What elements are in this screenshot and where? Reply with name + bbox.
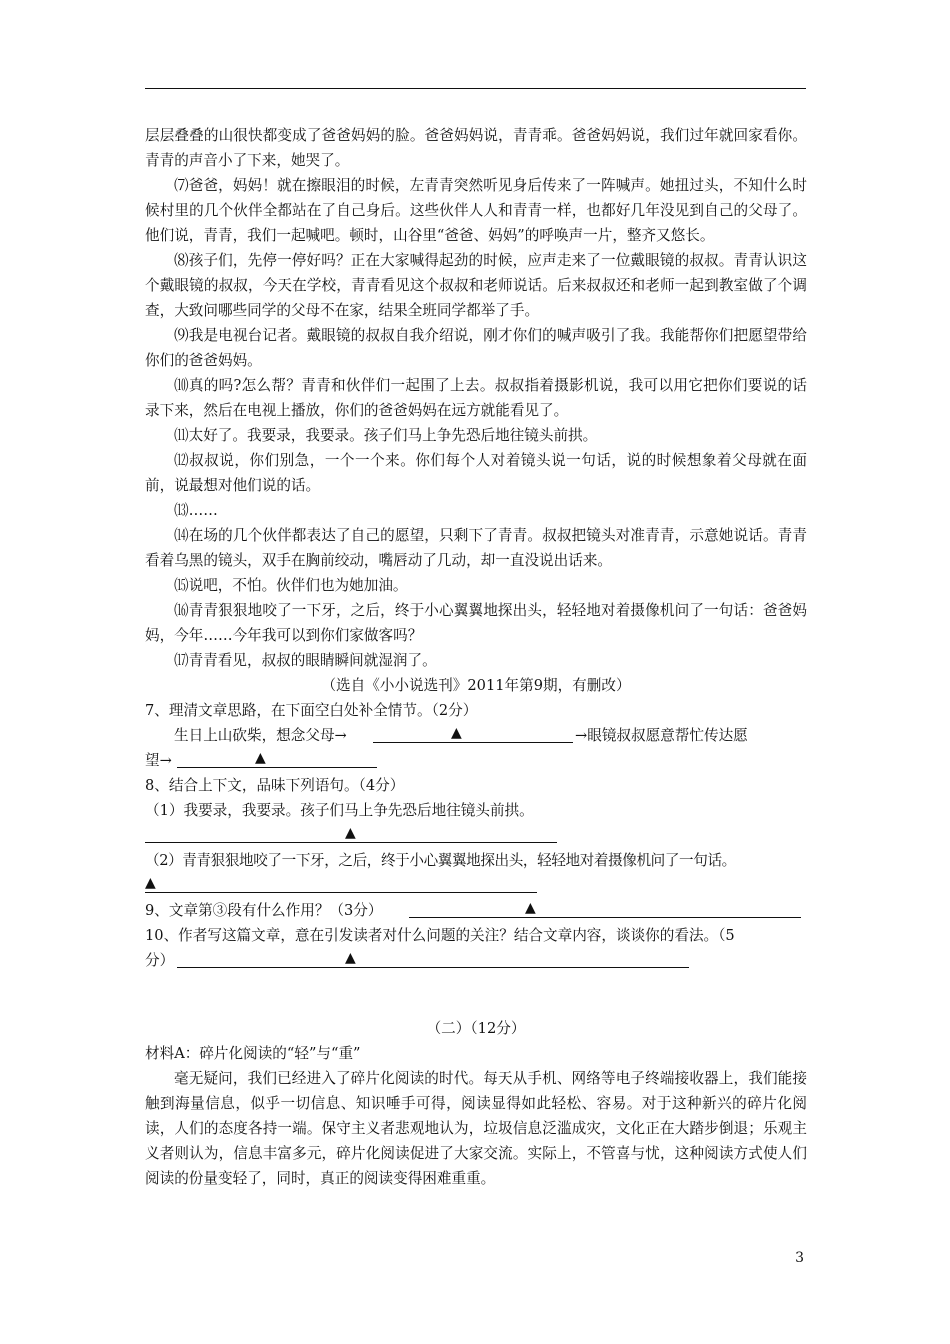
story-paragraph-10: ⑽真的吗?怎么帮？青青和伙伴们一起围了上去。叔叔指着摄影机说，我可以用它把你们要说的话录下来，然后在电视上播放，你们的爸爸妈妈在远方就能看见了。 xyxy=(145,377,807,419)
triangle-icon: ▲ xyxy=(145,875,156,891)
section-2-heading: （二）（12分） xyxy=(426,1020,526,1037)
story-paragraph-11: ⑾太好了。我要录，我要录。孩子们马上争先恐后地往镜头前拱。 xyxy=(174,427,598,444)
question-10-line xyxy=(145,948,807,973)
question-10-score: 分） xyxy=(145,952,175,969)
answer-blank[interactable] xyxy=(177,967,689,968)
story-paragraph-14: ⒁在场的几个伙伴都表达了自己的愿望，只剩下了青青。叔叔把镜头对准青青，示意她说话。青青看着乌黑的镜头，双手在胸前绞动，嘴唇动了几动，却一直没说出话来。 xyxy=(145,527,807,569)
story-paragraph-15: ⒂说吧，不怕。伙伴们也为她加油。 xyxy=(174,577,408,594)
question-7-line-2 xyxy=(145,748,807,773)
triangle-icon: ▲ xyxy=(525,900,536,916)
triangle-icon: ▲ xyxy=(451,725,462,741)
answer-blank[interactable] xyxy=(177,767,377,768)
question-7-prompt-a: 生日上山砍柴，想念父母→ xyxy=(174,727,347,744)
question-8-answer-2 xyxy=(145,873,807,898)
question-10: 10、作者写这篇文章，意在引发读者对什么问题的关注？结合文章内容，谈谈你的看法。（5 xyxy=(145,927,735,944)
story-paragraph-17: ⒄青青看见，叔叔的眼睛瞬间就湿润了。 xyxy=(174,652,437,669)
question-7-line-1 xyxy=(145,723,807,748)
material-a-paragraph: 毫无疑问，我们已经进入了碎片化阅读的时代。每天从手机、网络等电子终端接收器上，我们能接触到海量信息，似乎一切信息、知识唾手可得，阅读显得如此轻松、容易。对于这种新兴的碎片化阅读，人们的态度各持一端。保守主义者悲观地认为，垃圾信息泛滥成灾，文化正在大踏步倒退；乐观主义者则认为，信息丰富多元，碎片化阅读促进了大家交流。实际上，不管喜与忧，这种阅读方式使人们阅读的份量变轻了，同时，真正的阅读变得困难重重。 xyxy=(145,1070,807,1187)
question-8-item-1: （1）我要录，我要录。孩子们马上争先恐后地往镜头前拱。 xyxy=(145,802,534,819)
triangle-icon: ▲ xyxy=(345,950,356,966)
story-paragraph-7: ⑺爸爸，妈妈！就在擦眼泪的时候，左青青突然听见身后传来了一阵喊声。她扭过头，不知什么时候村里的几个伙伴全都站在了自己身后。这些伙伴人人和青青一样，也都好几年没见到自己的父母了。他们说，青青，我们一起喊吧。顿时，山谷里“爸爸、妈妈”的呼唤声一片，整齐又悠长。 xyxy=(145,177,807,244)
spacer xyxy=(145,973,807,1016)
story-paragraph-6-continued: 层层叠叠的山很快都变成了爸爸妈妈的脸。爸爸妈妈说，青青乖。爸爸妈妈说，我们过年就回家看你。青青的声音小了下来，她哭了。 xyxy=(145,127,807,169)
story-paragraph-12: ⑿叔叔说，你们别急，一个一个来。你们每个人对着镜头说一句话，说的时候想象着父母就在面前，说最想对他们说的话。 xyxy=(145,452,807,494)
story-paragraph-8: ⑻孩子们，先停一停好吗？正在大家喊得起劲的时候，应声走来了一位戴眼镜的叔叔。青青认识这个戴眼镜的叔叔，今天在学校，青青看见这个叔叔和老师说话。后来叔叔还和老师一起到教室做了个调查，大致问哪些同学的父母不在家，结果全班同学都举了手。 xyxy=(145,252,807,319)
question-7: 7、理清文章思路，在下面空白处补全情节。（2分） xyxy=(145,702,478,719)
question-9-line xyxy=(145,898,807,923)
story-paragraph-13: ⒀…… xyxy=(174,502,218,519)
answer-blank[interactable] xyxy=(145,842,557,843)
answer-blank[interactable] xyxy=(373,742,573,743)
question-8-answer-1 xyxy=(145,823,807,848)
material-a-title: 材料A：碎片化阅读的“轻”与“重” xyxy=(145,1045,361,1062)
triangle-icon: ▲ xyxy=(255,750,266,766)
question-8-item-2: （2）青青狠狠地咬了一下牙，之后，终于小心翼翼地探出头，轻轻地对着摄像机问了一句话。 xyxy=(145,852,736,869)
story-paragraph-16: ⒃青青狠狠地咬了一下牙，之后，终于小心翼翼地探出头，轻轻地对着摄像机问了一句话：爸爸妈妈，今年……今年我可以到你们家做客吗？ xyxy=(145,602,807,644)
answer-blank[interactable] xyxy=(409,917,801,918)
page-body xyxy=(145,123,807,1191)
page-number: 3 xyxy=(795,1250,804,1266)
header-rule xyxy=(145,88,806,89)
triangle-icon: ▲ xyxy=(345,825,356,841)
question-9: 9、文章第③段有什么作用？（3分） xyxy=(145,902,383,919)
question-7-prompt-c: 望→ xyxy=(145,752,172,769)
answer-blank[interactable] xyxy=(145,892,537,893)
story-paragraph-9: ⑼我是电视台记者。戴眼镜的叔叔自我介绍说，刚才你们的喊声吸引了我。我能帮你们把愿望带给你们的爸爸妈妈。 xyxy=(145,327,807,369)
story-source: （选自《小小说选刊》2011年第9期，有删改） xyxy=(321,677,631,694)
question-7-prompt-b: →眼镜叔叔愿意帮忙传达愿 xyxy=(575,727,748,744)
question-8: 8、结合上下文，品味下列语句。（4分） xyxy=(145,777,405,794)
